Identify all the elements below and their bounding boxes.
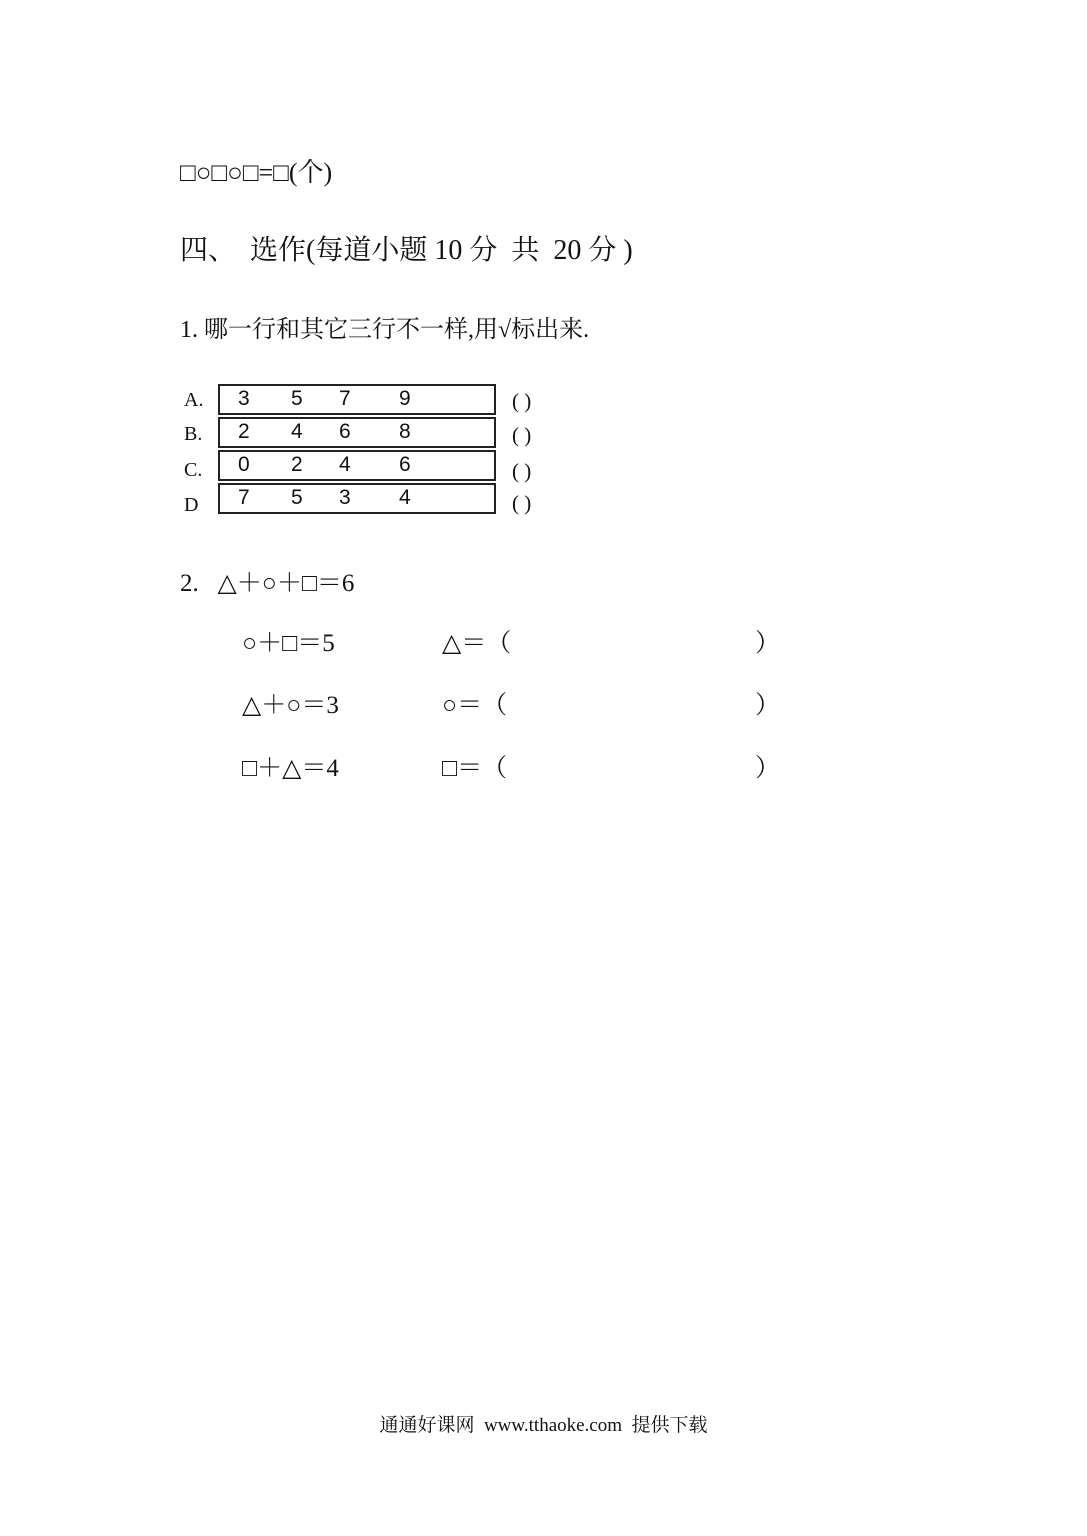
row-number: 2 xyxy=(291,453,303,476)
answer-close-paren-3: ） xyxy=(755,755,781,782)
row-number: 9 xyxy=(399,387,411,410)
question-2-header: 2. △＋○＋□＝6 xyxy=(180,570,355,597)
row-answer-paren-d: ( ) xyxy=(512,491,532,515)
row-label-a: A. xyxy=(184,389,204,411)
row-box-b xyxy=(218,417,496,448)
top-equation: □○□○□=□(个) xyxy=(180,158,333,187)
row-number: 7 xyxy=(238,486,250,509)
row-number: 6 xyxy=(399,453,411,476)
section-title: 四、 选作(每道小题 10 分 共 20 分 ) xyxy=(180,235,633,266)
answer-blank-1: △＝（ xyxy=(442,630,512,657)
row-label-c: C. xyxy=(184,459,203,481)
given-equation-3: □＋△＝4 xyxy=(242,755,339,782)
row-number: 8 xyxy=(399,420,411,443)
row-number: 3 xyxy=(339,486,351,509)
row-number: 6 xyxy=(339,420,351,443)
row-number: 4 xyxy=(339,453,351,476)
answer-close-paren-1: ） xyxy=(755,630,781,657)
row-number: 7 xyxy=(339,387,351,410)
row-box-d xyxy=(218,483,496,514)
given-equation-2: △＋○＝3 xyxy=(242,692,339,719)
row-number: 0 xyxy=(238,453,250,476)
answer-close-paren-2: ） xyxy=(755,692,781,719)
answer-blank-2: ○＝（ xyxy=(442,692,508,719)
question-1-prompt: 1. 哪一行和其它三行不一样,用√标出来. xyxy=(180,317,590,343)
row-box-a xyxy=(218,384,496,415)
row-number: 5 xyxy=(291,387,303,410)
row-number: 2 xyxy=(238,420,250,443)
row-answer-paren-c: ( ) xyxy=(512,459,532,483)
page-footer: 通通好课网 www.tthaoke.com 提供下载 xyxy=(379,1415,708,1436)
answer-blank-3: □＝（ xyxy=(442,755,508,782)
row-label-d: D xyxy=(184,494,199,516)
row-number: 5 xyxy=(291,486,303,509)
row-answer-paren-a: ( ) xyxy=(512,389,532,413)
given-equation-1: ○＋□＝5 xyxy=(242,630,335,657)
row-label-b: B. xyxy=(184,423,203,445)
row-box-c xyxy=(218,450,496,481)
row-answer-paren-b: ( ) xyxy=(512,423,532,447)
row-number: 3 xyxy=(238,387,250,410)
row-number: 4 xyxy=(291,420,303,443)
row-number: 4 xyxy=(399,486,411,509)
